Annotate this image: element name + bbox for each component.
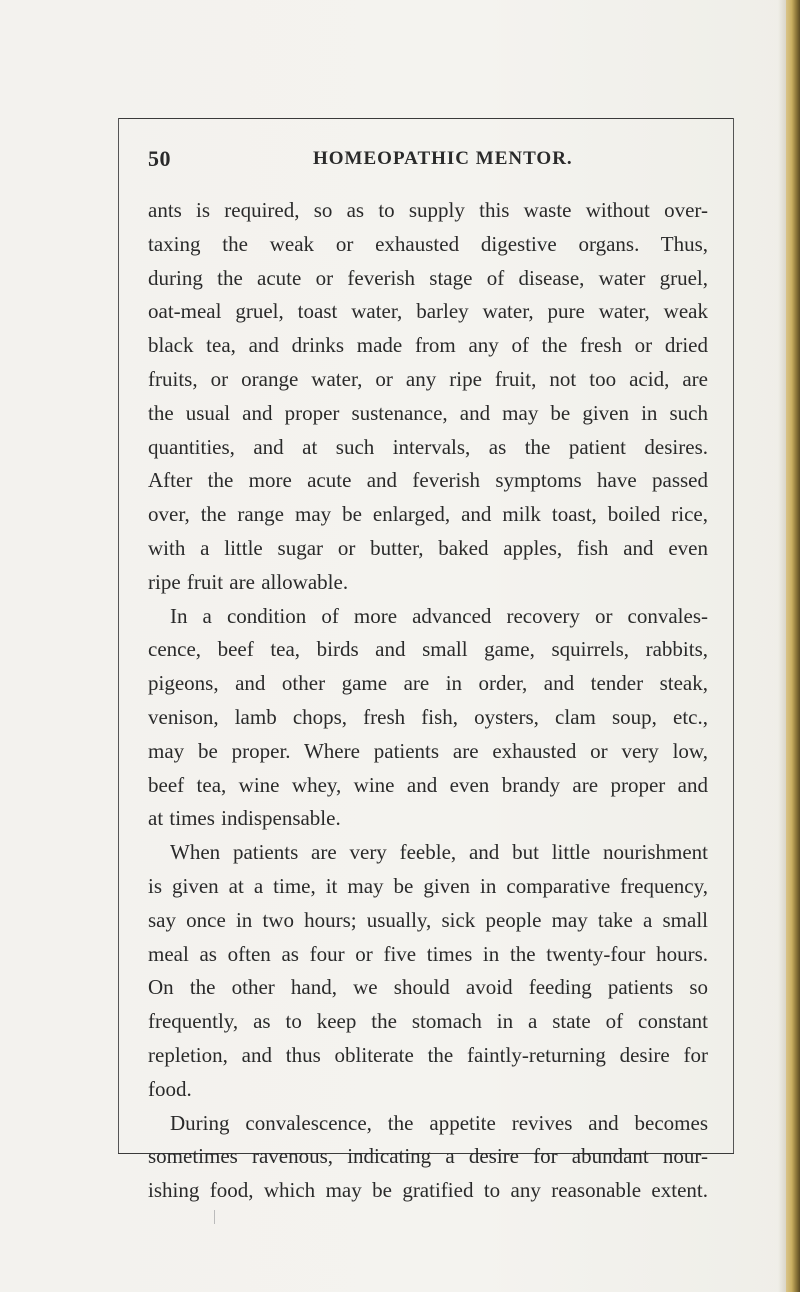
running-title: HOMEOPATHIC MENTOR.: [313, 148, 573, 169]
text-line: During convalescence, the appetite revives and becomes: [170, 1110, 708, 1135]
text-line: with a little sugar or butter, baked apples, fish and even: [148, 535, 708, 560]
frame-top-rule: [118, 118, 734, 119]
frame-left-rule: [118, 118, 119, 1154]
text-line: In a condition of more advanced recovery or convales-: [170, 603, 708, 628]
text-line: On the other hand, we should avoid feeding patients so: [148, 975, 708, 1000]
text-line: ishing food, which may be gratified to any reasonable extent.: [148, 1178, 708, 1203]
text-line: quantities, and at such intervals, as the patient desires.: [148, 434, 708, 459]
text-line: say once in two hours; usually, sick people may take a small: [148, 907, 708, 932]
stray-mark: [214, 1210, 215, 1224]
text-line: may be proper. Where patients are exhausted or very low,: [148, 738, 708, 763]
text-line: oat-meal gruel, toast water, barley water, pure water, weak: [148, 299, 708, 324]
text-line: sometimes ravenous, indicating a desire for abundant nour-: [148, 1144, 708, 1169]
text-line: at times indispensable.: [148, 806, 341, 831]
page-edge: [786, 0, 800, 1292]
text-line: cence, beef tea, birds and small game, squirrels, rabbits,: [148, 637, 708, 662]
text-line: frequently, as to keep the stomach in a state of constant: [148, 1009, 708, 1034]
text-line: is given at a time, it may be given in comparative frequency,: [148, 873, 708, 898]
text-line: taxing the weak or exhausted digestive organs. Thus,: [148, 231, 708, 256]
page-edge-shadow: [778, 0, 786, 1292]
text-line: beef tea, wine whey, wine and even brandy are proper and: [148, 772, 708, 797]
text-line: meal as often as four or five times in the twenty-four hours.: [148, 941, 708, 966]
text-line: ants is required, so as to supply this waste without over-: [148, 198, 708, 222]
text-line: ripe fruit are allowable.: [148, 569, 349, 594]
text-line: venison, lamb chops, fresh fish, oysters, clam soup, etc.,: [148, 704, 708, 729]
text-line: food.: [148, 1076, 192, 1101]
frame-right-rule: [733, 118, 734, 1154]
text-line: When patients are very feeble, and but little nourishment: [170, 840, 708, 865]
text-line: After the more acute and feverish symptoms have passed: [148, 468, 708, 493]
text-line: pigeons, and other game are in order, and tender steak,: [148, 671, 708, 696]
text-line: the usual and proper sustenance, and may be given in such: [148, 400, 708, 425]
text-line: over, the range may be enlarged, and milk toast, boiled rice,: [148, 502, 708, 527]
text-line: repletion, and thus obliterate the faintly-returning desire for: [148, 1042, 708, 1067]
page-number: 50: [148, 146, 171, 171]
body-text: [148, 194, 708, 1208]
running-head: [148, 146, 708, 176]
text-line: fruits, or orange water, or any ripe fruit, not too acid, are: [148, 366, 708, 391]
text-line: during the acute or feverish stage of disease, water gruel,: [148, 265, 708, 290]
text-line: black tea, and drinks made from any of the fresh or dried: [148, 333, 708, 358]
